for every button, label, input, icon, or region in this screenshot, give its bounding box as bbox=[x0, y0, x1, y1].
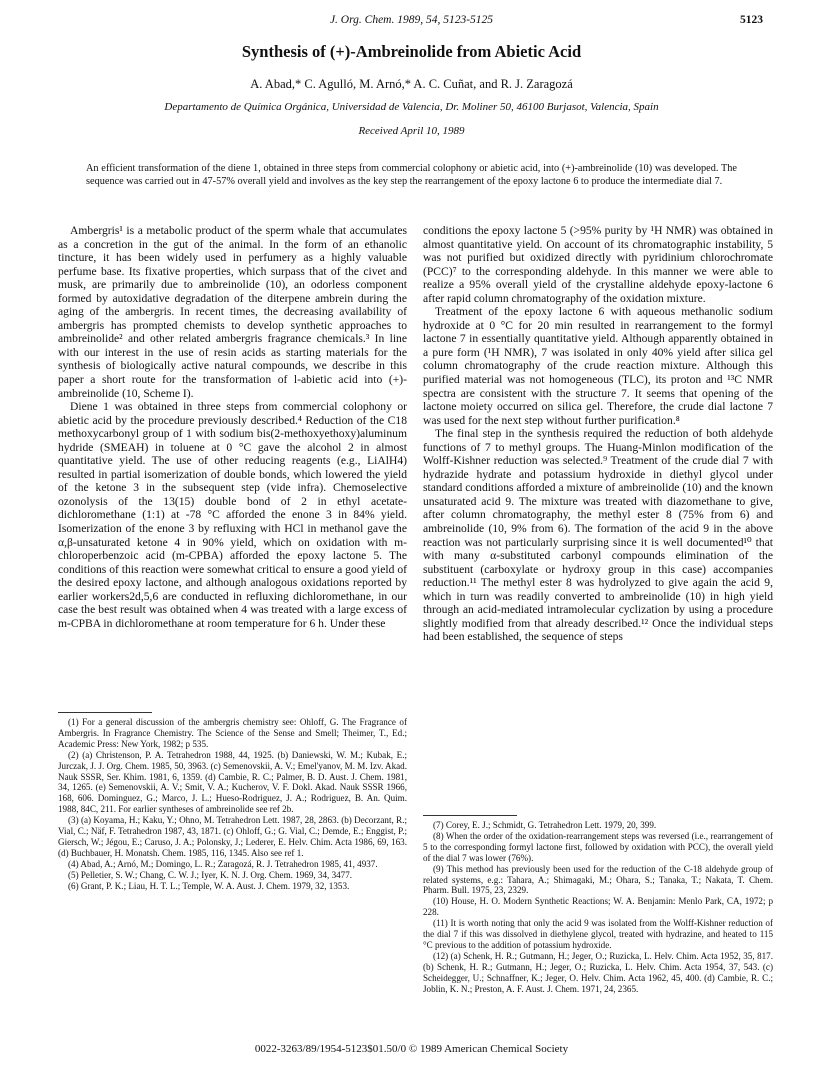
body-column-right bbox=[423, 224, 773, 800]
running-head-citation: J. Org. Chem. 1989, 54, 5123-5125 bbox=[329, 14, 494, 26]
running-head bbox=[60, 14, 763, 28]
footnotes-right bbox=[423, 820, 773, 1032]
footnote: (6) Grant, P. K.; Liau, H. T. L.; Temple, W. A. Aust. J. Chem. 1979, 32, 1353. bbox=[68, 880, 350, 891]
paragraph: Ambergris¹ is a metabolic product of the sperm whale that accumulates as a concretion in the gut of the animal. In the form of an ethanolic tincture, it has been widely used in perfumery as a highly valuable perfume base. Its fixative properties, which surpass that of the civet and musk, are primarily due to ambreinolide (10), an odorless component formed by autoxidative degradation of the diterpene ambrein during the aging of the ambergris. In recent times, the decreasing availability of ambergris has prompted chemists to develop synthetic approaches to ambreinolide² and other related ambergris fragrance chemicals.³ In line with our interest in the use of resin acids as starting materials for the synthesis of biologically active natural compounds, we describe in this paper a short route for the transformation of l-abietic acid into (+)-ambreinolide (10, Scheme I). bbox=[58, 224, 407, 400]
footnote: (7) Corey, E. J.; Schmidt, G. Tetrahedron Lett. 1979, 20, 399. bbox=[433, 820, 657, 830]
abstract: An efficient transformation of the diene 1, obtained in three steps from commercial colophony or abietic acid, into (+)-ambreinolide (10) was developed. The sequence was carried out in 47-57% overall yield and involves as the key step the rearrangement of the epoxy lactone 6 to produce the intermediate dial 7. bbox=[86, 163, 737, 187]
footnote: (2) (a) Christenson, P. A. Tetrahedron 1988, 44, 1925. (b) Daniewski, W. M.; Kubak, E.; Jurczak, J. J. Org. Chem. 1985, 50, 3963. (c) Semenovskii, A. V.; Emel'yanov, M. M. Izv. Akad. Nauk SSSR, Ser. Khim. 1981, 6, 1359. (d) Cambie, R. C.; Palmer, B. D. Aust. J. Chem. 1981, 34, 1265. (e) Semenovskii, A. V.; Smit, V. A.; Kucherov, V. F. Dokl. Akad. Nauk SSSR 1966, 168, 606. Dominguez, G.; Marco, J. L.; Hueso-Rodriguez, J. A.; Rodriguez, B. An. Quim. 1988, 84C, 211. For earlier syntheses of ambreinolide see ref 2b. bbox=[58, 749, 407, 815]
footnote: (9) This method has previously been used for the reduction of the C-18 aldehyde group of related systems, e.g.: Tahara, A.; Shimagaki, M.; Ohara, S.; Tanaka, T.; Nakata, T. Chem. Pharm. Bull. 1975, 23, 2329. bbox=[423, 863, 773, 896]
article-title: Synthesis of (+)-Ambreinolide from Abietic Acid bbox=[241, 42, 582, 61]
paragraph: The final step in the synthesis required the reduction of both aldehyde functions of 7 to methyl groups. The Huang-Minlon modification of the Wolff-Kishner reduction was selected.⁹ Treatment of the crude dial 7 with hydrazide hydrate and potassium hydroxide in diethyl glycol under standard conditions afforded a mixture of ambreinolide (10) and the known unsaturated acid 9. The mixture was treated with diazomethane to give, after column chromatography, the methyl ester 8 (75% from 6) and ambreinolide (10, 9% from 6). The formation of the acid 9 in the above reaction was not particularly surprising since it is well documented¹⁰ that with many α-substituted carbonyl compounds elimination of the substituent (carboxylate or hydroxy group in this case) accompanies reduction.¹¹ The methyl ester 8 was hydrolyzed to give again the acid 9, which in turn was readily converted to ambreinolide (10) in high yield through an acid-mediated intramolecular cyclization by using a procedure slightly modified from that already described.¹² Once the individual steps had been established, the sequence of steps bbox=[423, 427, 773, 644]
footnotes-left bbox=[58, 717, 407, 1032]
footnote: (4) Abad, A.; Arnó, M.; Domingo, L. R.; Zaragozá, R. J. Tetrahedron 1985, 41, 4937. bbox=[68, 858, 378, 869]
paragraph: Treatment of the epoxy lactone 6 with aqueous methanolic sodium hydroxide at 0 °C for 20 min resulted in rearrangement to the formyl lactone 7 in essentially quantitative yield. Although apparently obtained in a pure form (¹H NMR), 7 was isolated in only 40% yield after silica gel column chromatography of the crude reaction mixture. Although this purified material was not homogeneous (TLC), its proton and ¹³C NMR spectra are consistent with the structure 7. It seems that opening of the lactone moiety occurred on silica gel. Therefore, the crude dial lactone 7 was used for the next step without further purification.⁸ bbox=[423, 305, 773, 427]
paragraph: Diene 1 was obtained in three steps from commercial colophony or abietic acid by the procedure previously described.⁴ Reduction of the C18 methoxycarbonyl group of 1 with sodium bis(2-methoxyethoxy)aluminum hydride (SMEAH) in toluene at 0 °C gave the alcohol 2 in almost quantitative yield. The use of other reducing reagents (e.g., LiAlH4) resulted in partial isomerization of double bonds, which lowered the yield of the ketone 3 in the subsequent step (vide infra). Chemoselective ozonolysis of the 13(15) double bond of 2 in ethyl acetate-dichloromethane (1:1) at -78 °C afforded the enone 3 in 84% yield. Isomerization of the enone 3 by refluxing with HCl in methanol gave the α,β-unsaturated ketone 4 in 90% yield, which on oxidation with m-chloroperbenzoic acid (m-CPBA) afforded the epoxy lactone 5. The conditions of this reaction were somewhat critical to ensure a good yield of the desired epoxy lactone, and although analogous oxidations reported by earlier workers2d,5,6 are conducted in refluxing dichloromethane, in our case the best result was obtained when 4 was treated with a large excess of m-CPBA in dichloromethane at room temperature for 6 h. Under these bbox=[58, 400, 407, 630]
author-list: A. Abad,* C. Agulló, M. Arnó,* A. C. Cuñat, and R. J. Zaragozá bbox=[250, 77, 573, 91]
footnote: (12) (a) Schenk, H. R.; Gutmann, H.; Jeger, O.; Ruzicka, L. Helv. Chim. Acta 1952, 35, 817. (b) Schenk, H. R.; Gutmann, H.; Jeger, O.; Ruzicka, L. Helv. Chim. Acta 1954, 37, 543. (c) Scheidegger, U.; Schnaffner, K.; Jeger, O. Helv. Chim. Acta 1962, 45, 400. (d) Cambie, R. C.; Joblin, K. N.; Preston, A. F. Aust. J. Chem. 1971, 24, 2365. bbox=[423, 950, 773, 994]
footnote: (10) House, H. O. Modern Synthetic Reactions; W. A. Benjamin: Menlo Park, CA, 1972; p 228. bbox=[423, 896, 773, 918]
footnote-divider bbox=[423, 815, 517, 816]
copyright-footer: 0022-3263/89/1954-5123$01.50/0 © 1989 American Chemical Society bbox=[254, 1043, 569, 1055]
footnote: (11) It is worth noting that only the acid 9 was isolated from the Wolff-Kishner reduction of the dial 7 if this was dissolved in diethylene glycol, treated with hydrazine, and heated to 115 °C previous to the addition of potassium hydroxide. bbox=[423, 918, 773, 950]
page-number: 5123 bbox=[740, 14, 763, 26]
affiliation: Departamento de Química Orgánica, Universidad de Valencia, Dr. Moliner 50, 46100 Burjasot, Valencia, Spain bbox=[164, 101, 659, 113]
footnote: (3) (a) Koyama, H.; Kaku, Y.; Ohno, M. Tetrahedron Lett. 1987, 28, 2863. (b) Decorzant, R.; Vial, C.; Näf, F. Tetrahedron 1987, 43, 1871. (c) Ohloff, G.; G. Vial, C.; Demde, E.; Enggist, P.; Giersch, W.; Jégou, E.; Caruso, J. A.; Polonsky, J.; Lederer, E. Helv. Chim. Acta 1986, 69, 163. (d) Buchbauer, H. Monatsh. Chem. 1985, 116, 1345. Also see ref 1. bbox=[58, 815, 407, 858]
received-date: Received April 10, 1989 bbox=[358, 125, 465, 137]
paragraph: conditions the epoxy lactone 5 (>95% purity by ¹H NMR) was obtained in almost quantitative yield. On account of its chromatographic instability, 5 was not purified but oxidized directly with pyridinium chlorochromate (PCC)⁷ to the corresponding aldehyde. In this manner we were able to realize a 95% overall yield of the crystalline aldehyde epoxy-lactone 6 after rapid column chromatography of the oxidation mixture. bbox=[423, 224, 773, 305]
footnote-divider bbox=[58, 712, 152, 713]
body-column-left bbox=[58, 224, 407, 700]
footnote: (1) For a general discussion of the ambergris chemistry see: Ohloff, G. The Fragrance of Ambergris. In Fragrance Chemistry. The Science of the Sense and Smell; Theimer, T., Ed.; Academic Press: New York, 1982; p 535. bbox=[58, 717, 407, 749]
footnote: (8) When the order of the oxidation-rearrangement steps was reversed (i.e., rearrangement of 5 to the corresponding formyl lactone first, followed by oxidation with PCC), the overall yield of the dial 7 was lower (76%). bbox=[423, 830, 773, 863]
footnote: (5) Pelletier, S. W.; Chang, C. W. J.; Iyer, K. N. J. Org. Chem. 1969, 34, 3477. bbox=[68, 869, 353, 880]
